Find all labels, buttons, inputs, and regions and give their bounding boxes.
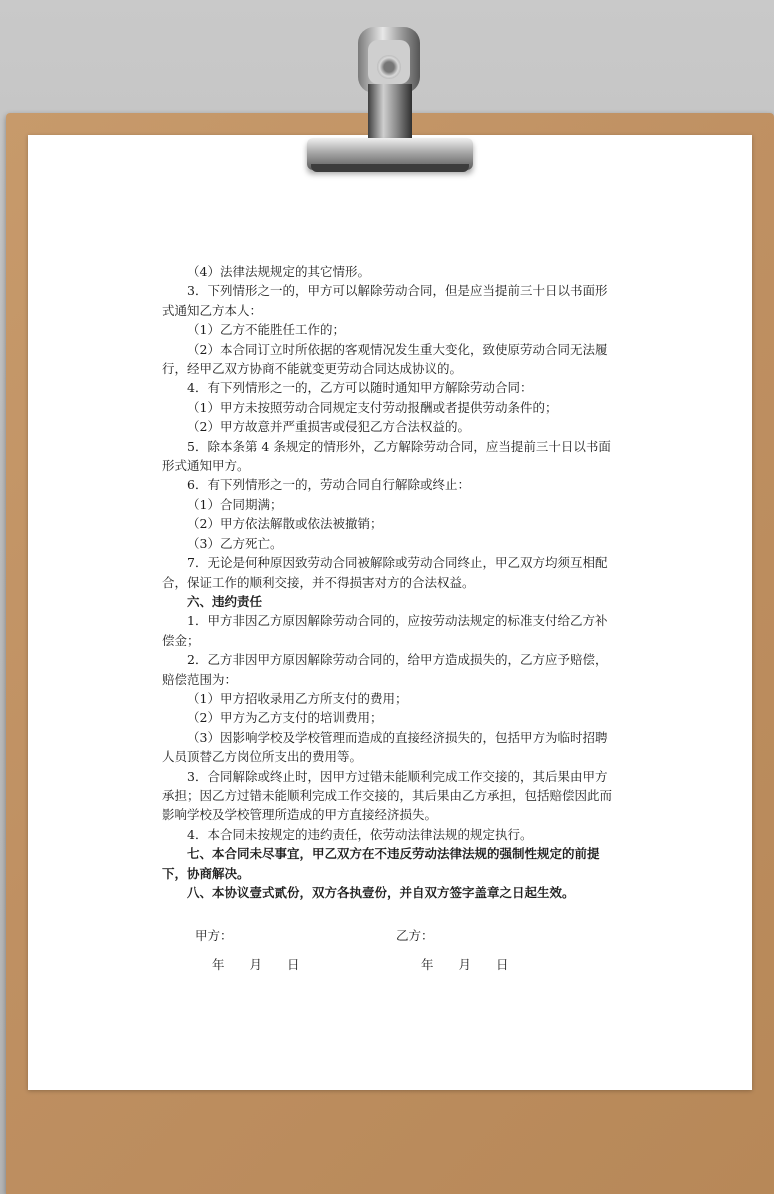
paragraph: （3）因影响学校及学校管理而造成的直接经济损失的，包括甲方为临时招聘人员顶替乙方岗位所支出的费用等。 [162, 729, 608, 765]
party-b-label: 乙方： [396, 928, 434, 943]
paragraph: 7．无论是何种原因致劳动合同被解除或劳动合同终止，甲乙双方均须互相配合，保证工作的顺利交接，并不得损害对方的合法权益。 [162, 555, 608, 590]
contract-text [162, 262, 612, 902]
signature-row [195, 926, 615, 946]
paragraph: （1）乙方不能胜任工作的； [187, 322, 345, 338]
section-heading: 八、本协议壹式贰份，双方各执壹份，并自双方签字盖章之日起生效。 [187, 885, 575, 900]
paragraph: 3．下列情形之一的，甲方可以解除劳动合同，但是应当提前三十日以书面形式通知乙方本人： [162, 283, 608, 318]
paragraph: （2）甲方依法解散或依法被撤销； [187, 516, 383, 532]
paragraph: 4．有下列情形之一的，乙方可以随时通知甲方解除劳动合同： [187, 380, 533, 396]
paragraph: （2）本合同订立时所依据的客观情况发生重大变化，致使原劳动合同无法履行，经甲乙双方协商不能就变更劳动合同达成协议的。 [162, 341, 608, 377]
paragraph: 6．有下列情形之一的，劳动合同自行解除或终止： [187, 477, 470, 493]
party-b-date: 年 月 日 [421, 957, 509, 972]
paragraph: （4）法律法规规定的其它情形。 [187, 264, 370, 279]
section-heading: 七、本合同未尽事宜，甲乙双方在不违反劳动法律法规的强制性规定的前提下，协商解决。 [162, 846, 600, 881]
binder-clip-hole [377, 55, 401, 79]
paragraph: （1）甲方未按照劳动合同规定支付劳动报酬或者提供劳动条件的； [187, 399, 558, 415]
paragraph: 4．本合同未按规定的违约责任，依劳动法律法规的规定执行。 [187, 826, 533, 842]
binder-clip-lip [311, 164, 469, 172]
paragraph: （1）合同期满； [187, 496, 283, 512]
paragraph: （3）乙方死亡。 [187, 535, 283, 551]
paragraph: 3．合同解除或终止时，因甲方过错未能顺利完成工作交接的，其后果由甲方承担；因乙方过错未能顺利完成工作交接的，其后果由乙方承担，包括赔偿因此而影响学校及学校管理所造成的甲方直接经济损失。 [162, 768, 613, 823]
party-a-date: 年 月 日 [212, 957, 300, 972]
party-a-label: 甲方： [195, 928, 233, 943]
paragraph: （2）甲方为乙方支付的培训费用； [187, 710, 383, 726]
paragraph: （1）甲方招收录用乙方所支付的费用； [187, 690, 408, 706]
paragraph: 1．甲方非因乙方原因解除劳动合同的，应按劳动法规定的标准支付给乙方补偿金； [162, 613, 608, 648]
binder-clip-neck [368, 84, 412, 142]
paragraph: 2．乙方非因甲方原因解除劳动合同的，给甲方造成损失的，乙方应予赔偿，赔偿范围为： [162, 652, 608, 687]
paragraph: （2）甲方故意并严重损害或侵犯乙方合法权益的。 [187, 419, 470, 435]
date-row [212, 955, 632, 975]
paragraph: 5．除本条第 4 条规定的情形外，乙方解除劳动合同，应当提前三十日以书面形式通知甲方。 [162, 438, 611, 474]
section-heading: 六、违约责任 [187, 593, 263, 609]
